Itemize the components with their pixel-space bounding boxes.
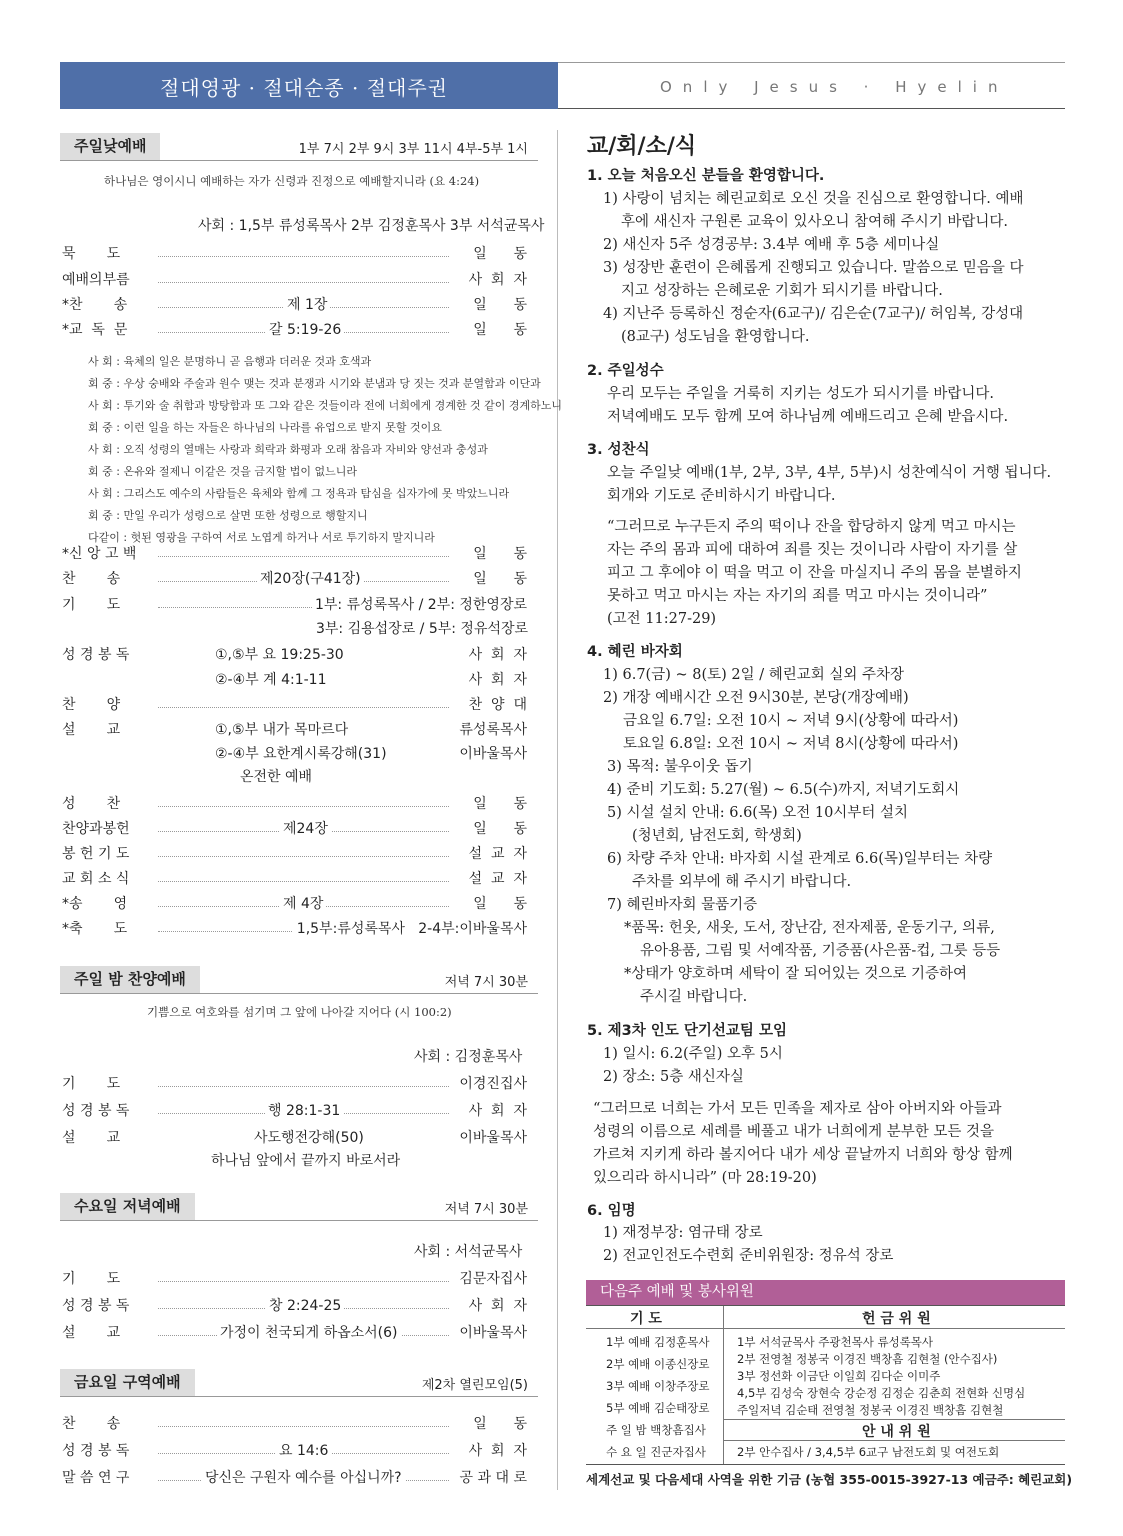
responsive-line: 사 회 : 육체의 일은 분명하니 곧 음행과 더러운 것과 호색과 xyxy=(88,355,372,368)
order-row: 성 경 봉 독 요 14:6 사 회 자 xyxy=(62,1440,527,1462)
order-row: 성 경 봉 독 ①,⑤부 요 19:25-30 사 회 자 xyxy=(62,647,527,663)
sunday-service-header xyxy=(60,133,538,161)
night-service-header xyxy=(60,966,538,994)
order-row: *송 영 제 4장 일 동 xyxy=(62,893,527,915)
news-line: 회개와 기도로 준비하시기 바랍니다. xyxy=(607,488,836,504)
order-row: 봉 헌 기 도 설 교 자 xyxy=(62,846,527,862)
news-line: 주시길 바랍니다. xyxy=(640,989,748,1005)
order-row: *축 도 1,5부:류성록목사 2-4부:이바울목사 xyxy=(62,921,527,937)
order-row: 기 도 이경진집사 xyxy=(62,1076,527,1092)
news-line: 2) 전교인전도수련회 준비위원장: 정유석 장로 xyxy=(603,1248,894,1264)
night-sermon-subtitle: 하나님 앞에서 끝까지 바로서라 xyxy=(211,1153,401,1169)
news-line: (8교구) 성도님을 환영합니다. xyxy=(621,329,810,345)
quote-line: 자는 주의 몸과 피에 대하여 죄를 짓는 것이니라 사람이 자기를 살 xyxy=(607,542,1018,558)
section-title: 주일낮예배 xyxy=(60,133,160,160)
offering-cell: 2부 전영철 정봉국 이경진 백창흠 김현철 (안수집사) xyxy=(737,1352,998,1366)
quote-line: 있으리라 하시니라” (마 28:19-20) xyxy=(593,1170,817,1186)
section-times: 저녁 7시 30분 xyxy=(444,975,528,990)
prayer-cell: 수 요 일 진군자집사 xyxy=(606,1445,706,1459)
responsive-line: 회 중 : 이런 일을 하는 자들은 하나님의 나라를 유업으로 받지 못할 것이요 xyxy=(88,421,442,434)
news-heading-4: 4. 혜린 바자회 xyxy=(587,644,683,660)
wednesday-presider: 사회 : 서석균목사 xyxy=(414,1244,523,1260)
news-title: 교/회/소/식 xyxy=(587,133,697,159)
order-row: *교 독 문 갈 5:19-26 일 동 xyxy=(62,319,527,341)
news-line: 3) 성장반 훈련이 은혜롭게 진행되고 있습니다. 말씀으로 믿음을 다 xyxy=(603,260,1024,276)
news-line: 유아용품, 그림 및 서예작품, 기증품(사은품-컵, 그릇 등등 xyxy=(640,943,1001,959)
news-line: *상태가 양호하며 세탁이 잘 되어있는 것으로 기증하여 xyxy=(624,966,968,982)
offering-cell: 4,5부 김성숙 장현숙 강순정 김정순 김춘희 전현화 신명심 xyxy=(737,1386,1026,1400)
news-line: 오늘 주일낮 예배(1부, 2부, 3부, 4부, 5부)시 성찬예식이 거행 됩니다. xyxy=(607,465,1052,481)
col-offering: 헌 금 위 원 xyxy=(862,1311,931,1327)
news-line: 4) 준비 기도회: 5.27(월) ~ 6.5(수)까지, 저녁기도회시 xyxy=(607,782,960,798)
news-line: 5) 시설 설치 안내: 6.6(목) 오전 10시부터 설치 xyxy=(607,805,908,821)
friday-service-header xyxy=(60,1369,538,1397)
prayer-cell: 5부 예배 김순태장로 xyxy=(606,1401,710,1415)
section-title: 금요일 구역예배 xyxy=(60,1369,195,1396)
order-row: *신 앙 고 백 일 동 xyxy=(62,546,527,562)
responsive-line: 회 중 : 우상 숭배와 주술과 원수 맺는 것과 분쟁과 시기와 분냄과 당 짓는 것과 분열함과 이단과 xyxy=(88,377,541,390)
sunday-presider: 사회 : 1,5부 류성록목사 2부 김정훈목사 3부 서석균목사 xyxy=(198,218,545,234)
offering-cell: 주일저녁 김순태 전영철 정봉국 이경진 백창흠 김현철 xyxy=(737,1403,1004,1417)
order-row: *찬 송 제 1장 일 동 xyxy=(62,294,527,316)
order-row: 설 교 가정이 천국되게 하옵소서(6) 이바울목사 xyxy=(62,1322,527,1344)
order-row: 성 경 봉 독 행 28:1-31 사 회 자 xyxy=(62,1100,527,1122)
prayer-cell: 3부 예배 이창주장로 xyxy=(606,1379,710,1393)
quote-line: (고전 11:27-29) xyxy=(607,611,717,627)
quote-line: 못하고 먹고 마시는 자는 자기의 죄를 먹고 마시는 것이니라” xyxy=(607,588,988,604)
quote-line: 가르쳐 지키게 하라 볼지어다 내가 세상 끝날까지 너희와 항상 함께 xyxy=(593,1147,1013,1163)
col-prayer: 기 도 xyxy=(630,1311,662,1327)
news-line: 1) 재정부장: 염규태 장로 xyxy=(603,1225,763,1241)
guide-title: 안 내 위 원 xyxy=(862,1424,931,1440)
news-line: 2) 새신자 5주 성경공부: 3.4부 예배 후 5층 세미나실 xyxy=(603,237,940,253)
responsive-line: 사 회 : 오직 성령의 열매는 사랑과 희락과 화평과 오래 참음과 자비와 양선과 충성과 xyxy=(88,443,488,456)
order-row: 기 도 김문자집사 xyxy=(62,1271,527,1287)
order-row: 교 회 소 식 설 교 자 xyxy=(62,871,527,887)
tagline: Only Jesus · Hyelin xyxy=(660,78,1009,96)
responsive-line: 다같이 : 헛된 영광을 구하여 서로 노엽게 하거나 서로 투기하지 말지니라 xyxy=(88,531,435,544)
news-line: *품목: 헌옷, 새옷, 도서, 장난감, 전자제품, 운동기구, 의류, xyxy=(624,920,995,936)
news-line: 저녁예배도 모두 함께 모여 하나님께 예배드리고 은혜 받읍시다. xyxy=(607,409,1009,425)
news-line: (청년회, 남전도회, 학생회) xyxy=(632,828,802,844)
order-row: 찬 송 제20장(구41장) 일 동 xyxy=(62,568,527,590)
order-row: 성 찬 일 동 xyxy=(62,796,527,812)
news-line: 7) 혜린바자회 물품기증 xyxy=(607,897,758,913)
section-title: 수요일 저녁예배 xyxy=(60,1193,195,1220)
news-line: 지고 성장하는 은혜로운 기회가 되시기를 바랍니다. xyxy=(621,283,943,299)
mission-fund-note: 세계선교 및 다음세대 사역을 위한 기금 (농협 355-0015-3927-13 예금주: 혜린교회) xyxy=(586,1472,1073,1487)
responsive-line: 사 회 : 그리스도 예수의 사람들은 육체와 함께 그 정욕과 탐심을 십자가에 못 박았느니라 xyxy=(88,487,510,500)
sunday-verse: 하나님은 영이시니 예배하는 자가 신령과 진정으로 예배할지니라 (요 4:24) xyxy=(104,174,480,188)
quote-line: “그러므로 너희는 가서 모든 민족을 제자로 삼아 아버지와 아들과 xyxy=(593,1101,1002,1117)
night-verse: 기쁨으로 여호와를 섬기며 그 앞에 나아갈 지어다 (시 100:2) xyxy=(147,1005,452,1019)
news-heading-6: 6. 임명 xyxy=(587,1203,636,1219)
news-heading-2: 2. 주일성수 xyxy=(587,363,664,379)
motto-text: 절대영광 · 절대순종 · 절대주권 xyxy=(160,76,448,100)
responsive-line: 회 중 : 온유와 절제니 이같은 것을 금지할 법이 없느니라 xyxy=(88,465,357,478)
offering-cell: 3부 정선화 이금단 이일희 김다순 이미주 xyxy=(737,1369,941,1383)
prayer-cell: 주 일 밤 백창흠집사 xyxy=(606,1423,706,1437)
header-divider xyxy=(558,108,1065,109)
news-line: 1) 일시: 6.2(주일) 오후 5시 xyxy=(603,1046,783,1062)
news-line: 토요일 6.8일: 오전 10시 ~ 저녁 8시(상황에 따라서) xyxy=(623,736,959,752)
servers-header: 다음주 예배 및 봉사위원 xyxy=(586,1280,1065,1305)
news-line: 1) 6.7(금) ~ 8(토) 2일 / 혜린교회 실외 주차장 xyxy=(603,667,905,683)
section-times: 저녁 7시 30분 xyxy=(444,1202,528,1217)
servers-table xyxy=(586,1305,1065,1465)
quote-line: 성령의 이름으로 세례를 베풀고 내가 너희에게 분부한 모든 것을 xyxy=(593,1124,995,1140)
news-line: 1) 사랑이 넘치는 혜린교회로 오신 것을 진심으로 환영합니다. 예배 xyxy=(603,191,1024,207)
sermon-subtitle: 온전한 예배 xyxy=(240,769,313,785)
wednesday-service-header xyxy=(60,1193,538,1221)
quote-line: “그러므로 누구든지 주의 떡이나 잔을 합당하지 않게 먹고 마시는 xyxy=(607,519,1016,535)
news-line: 2) 장소: 5층 새신자실 xyxy=(603,1069,744,1085)
section-times: 1부 7시 2부 9시 3부 11시 4부-5부 1시 xyxy=(298,142,528,157)
prayer-line-2: 3부: 김용섭장로 / 5부: 정유석장로 xyxy=(316,621,529,637)
order-row: 말 씀 연 구 당신은 구원자 예수를 아십니까? 공 과 대 로 xyxy=(62,1467,527,1489)
news-heading-5: 5. 제3차 인도 단기선교팀 모임 xyxy=(587,1023,787,1039)
news-heading-1: 1. 오늘 처음오신 분들을 환영합니다. xyxy=(587,168,825,184)
order-row: 찬 송 일 동 xyxy=(62,1416,527,1432)
motto-banner xyxy=(60,62,558,109)
order-row: 묵 도 일 동 xyxy=(62,246,527,262)
section-times: 제2차 열린모임(5) xyxy=(421,1378,528,1393)
news-line: 6) 차량 주차 안내: 바자회 시설 관계로 6.6(목)일부터는 차량 xyxy=(607,851,993,867)
section-title: 주일 밤 찬양예배 xyxy=(60,966,200,993)
guide-cell: 2부 안수집사 / 3,4,5부 6교구 남전도회 및 여전도회 xyxy=(737,1445,1000,1459)
news-line: 2) 개장 예배시간 오전 9시30분, 본당(개장예배) xyxy=(603,690,909,706)
responsive-line: 사 회 : 투기와 술 취함과 방탕함과 또 그와 같은 것들이라 전에 너희에게 경계한 것 같이 경계하노니 xyxy=(88,399,563,412)
order-row: 성 경 봉 독 창 2:24-25 사 회 자 xyxy=(62,1295,527,1317)
order-row: 예배의부름 사 회 자 xyxy=(62,272,527,288)
prayer-cell: 1부 예배 김정훈목사 xyxy=(606,1335,710,1349)
night-presider: 사회 : 김정훈목사 xyxy=(414,1049,523,1065)
offering-cell: 1부 서석균목사 주광천목사 류성록목사 xyxy=(737,1335,934,1349)
news-line: 우리 모두는 주일을 거룩히 지키는 성도가 되시기를 바랍니다. xyxy=(607,386,995,402)
prayer-cell: 2부 예배 이종신장로 xyxy=(606,1357,710,1371)
news-line: 금요일 6.7일: 오전 10시 ~ 저녁 9시(상황에 따라서) xyxy=(623,713,959,729)
order-row: ②-④부 요한계시록강해(31) 이바울목사 xyxy=(215,746,527,762)
order-row: 찬양과봉헌 제24장 일 동 xyxy=(62,818,527,840)
news-line: 후에 새신자 구원론 교육이 있사오니 참여해 주시기 바랍니다. xyxy=(621,214,1009,230)
header-divider-top xyxy=(558,62,1065,63)
order-row: 기 도 1부: 류성록목사 / 2부: 정한영장로 xyxy=(62,597,527,613)
order-row: 찬 양 찬 양 대 xyxy=(62,697,527,713)
news-line: 3) 목적: 불우이웃 돕기 xyxy=(607,759,753,775)
responsive-line: 회 중 : 만일 우리가 성령으로 살면 또한 성령으로 행할지니 xyxy=(88,509,368,522)
news-line: 4) 지난주 등록하신 정순자(6교구)/ 김은순(7교구)/ 허임복, 강성대 xyxy=(603,306,1024,322)
column-divider xyxy=(557,130,558,1490)
order-row: 설 교 ①,⑤부 내가 목마르다 류성록목사 xyxy=(62,722,527,738)
news-line: 주차를 외부에 해 주시기 바랍니다. xyxy=(632,874,852,890)
order-row: ②-④부 계 4:1-11 사 회 자 xyxy=(215,672,527,688)
order-row: 설 교 사도행전강해(50) 이바울목사 xyxy=(62,1130,527,1146)
quote-line: 피고 그 후에야 이 떡을 먹고 이 잔을 마실지니 주의 몸을 분별하지 xyxy=(607,565,1022,581)
news-heading-3: 3. 성찬식 xyxy=(587,442,650,458)
